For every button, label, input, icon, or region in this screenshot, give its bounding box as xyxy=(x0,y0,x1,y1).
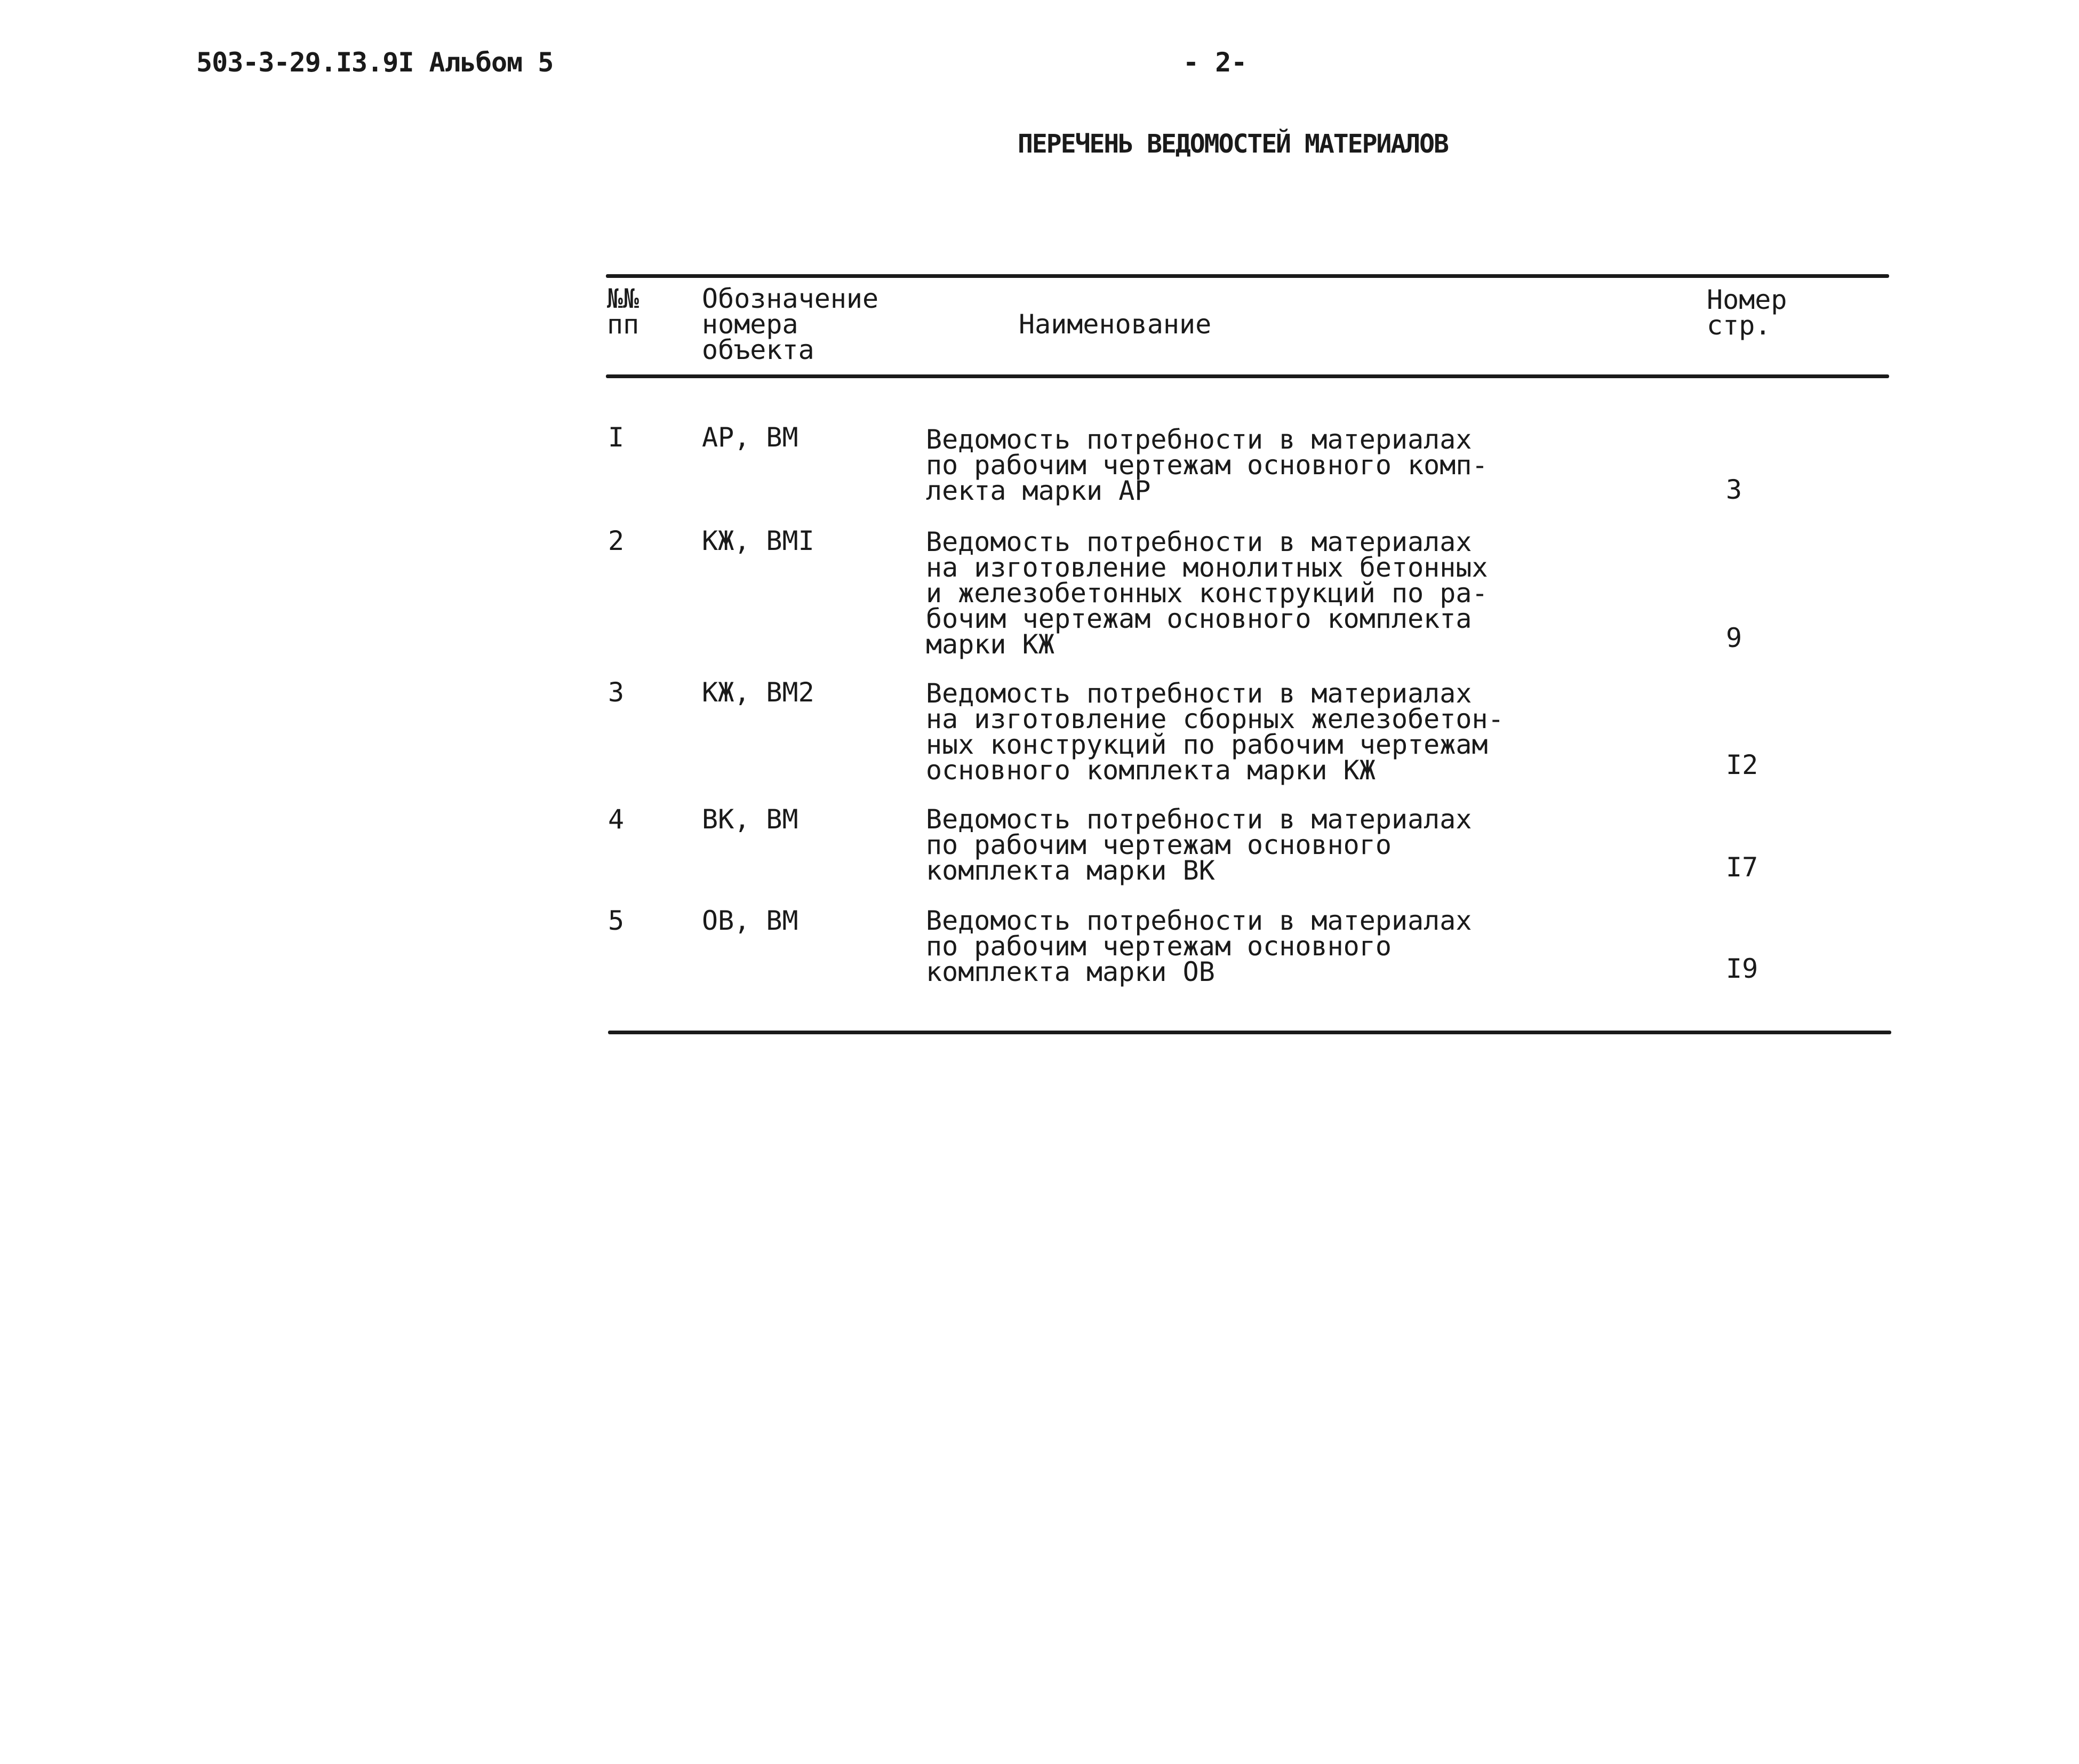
row-number: I xyxy=(608,422,625,453)
page-ref: I9 xyxy=(1726,953,1758,984)
header-page: Номер стр. xyxy=(1707,284,1787,341)
object-code: АР, ВМ xyxy=(702,422,798,453)
page-title: ПЕРЕЧЕНЬ ВЕДОМОСТЕЙ МАТЕРИАЛОВ xyxy=(1018,129,1448,159)
page-ref: 9 xyxy=(1726,622,1742,653)
item-name: Ведомость потребности в материалах по рабочим чертежам основного комплекта марки ВК xyxy=(926,804,1472,886)
page-ref: I2 xyxy=(1726,749,1758,780)
row-number: 3 xyxy=(608,677,625,708)
document-code: 503-3-29.I3.9I Альбом 5 xyxy=(196,47,554,78)
object-code: КЖ, ВМI xyxy=(702,525,814,556)
table-top-rule xyxy=(606,274,1889,278)
object-code: КЖ, ВМ2 xyxy=(702,677,814,708)
header-name: Наименование xyxy=(1019,309,1212,340)
row-number: 4 xyxy=(608,804,625,835)
row-number: 5 xyxy=(608,905,625,936)
row-number: 2 xyxy=(608,525,625,556)
header-num: №№ пп xyxy=(607,283,639,340)
item-name: Ведомость потребности в материалах по рабочим чертежам основного комп- лекта марки АР xyxy=(926,424,1488,506)
item-name: Ведомость потребности в материалах на изготовление сборных железобетон- ных конструкций по рабочим чертежам основного комплекта марки КЖ xyxy=(926,678,1504,786)
object-code: ВК, ВМ xyxy=(702,804,798,835)
page-ref: I7 xyxy=(1726,852,1758,883)
item-name: Ведомость потребности в материалах по рабочим чертежам основного комплекта марки ОВ xyxy=(926,905,1472,987)
header-code: Обозначение номера объекта xyxy=(702,283,879,365)
page-number: - 2- xyxy=(1183,47,1248,78)
object-code: ОВ, ВМ xyxy=(702,905,798,936)
header-bottom-rule xyxy=(606,374,1889,378)
table-bottom-rule xyxy=(608,1031,1891,1034)
item-name: Ведомость потребности в материалах на изготовление монолитных бетонных и железобетонных конструкций по ра- бочим чертежам основного комплекта марки КЖ xyxy=(926,526,1488,660)
page-ref: 3 xyxy=(1726,474,1742,505)
